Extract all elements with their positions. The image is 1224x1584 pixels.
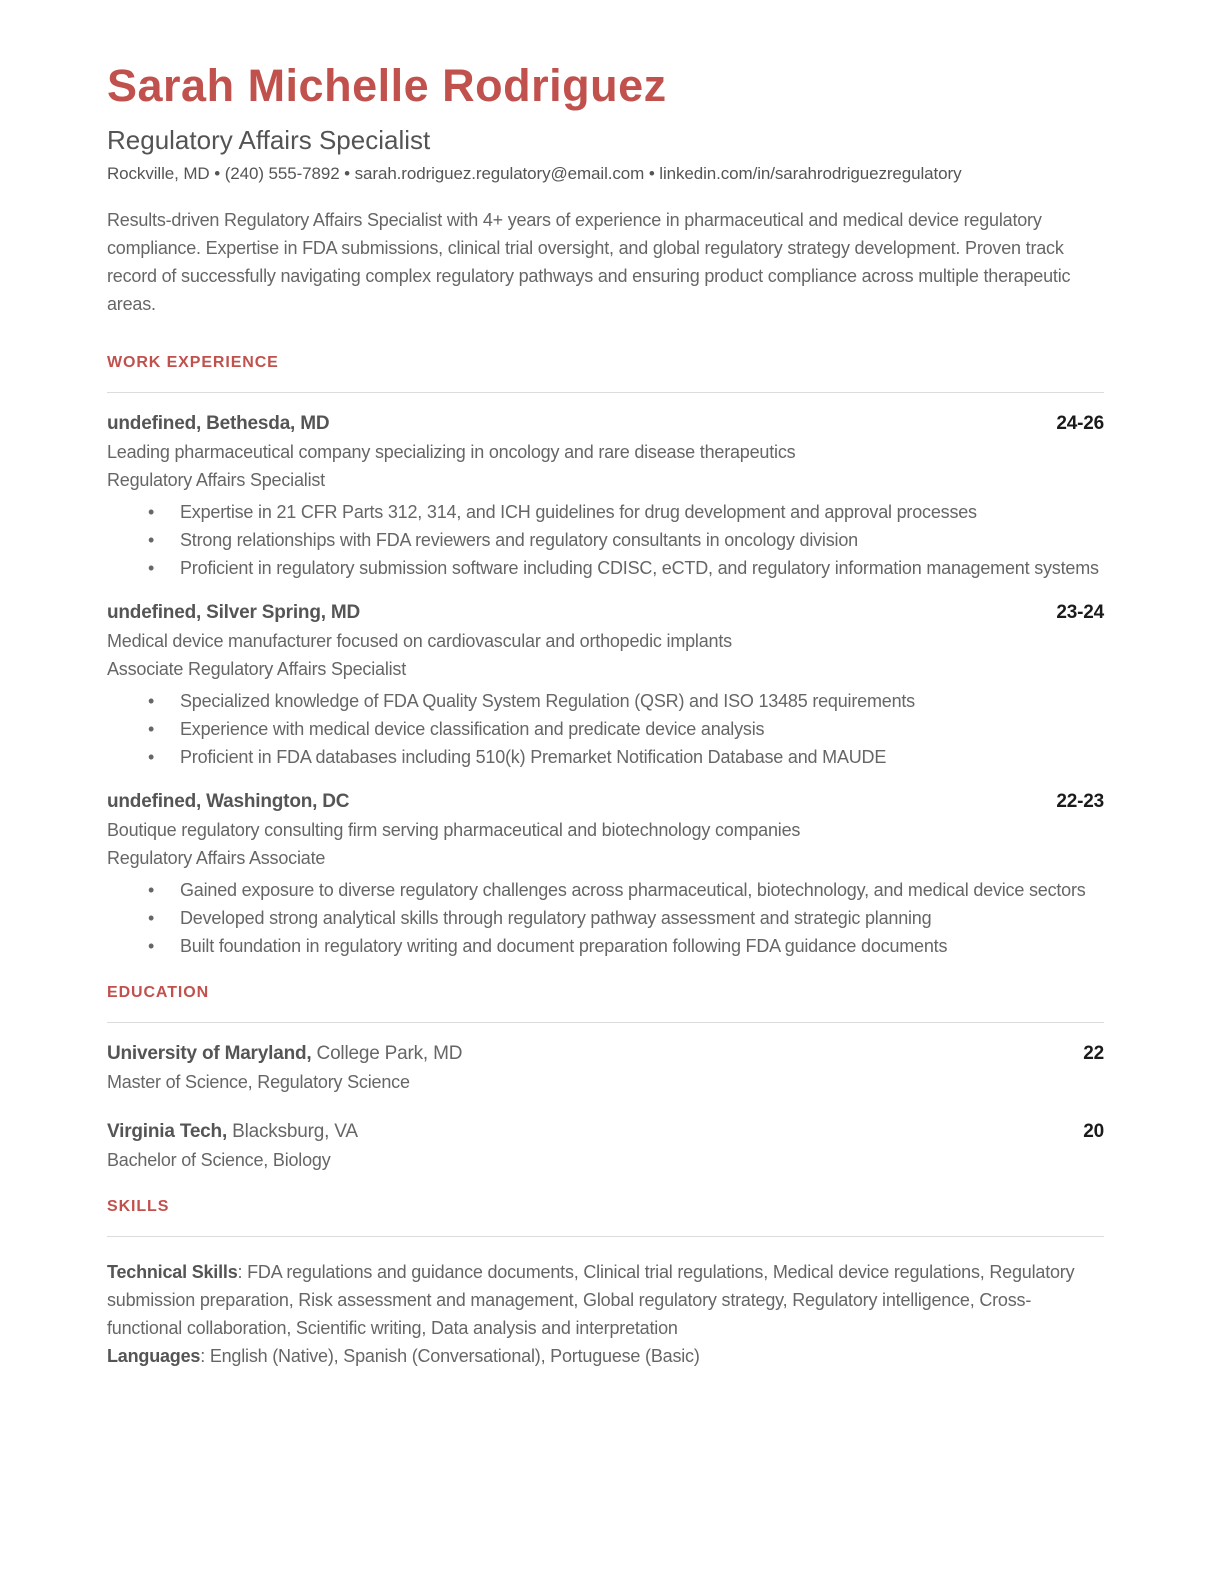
education-dates: 22 xyxy=(1083,1043,1104,1064)
job-dates: 22-23 xyxy=(1056,791,1104,812)
job-description: Leading pharmaceutical company specializing in oncology and rare disease therapeutics xyxy=(107,442,796,462)
education-entry xyxy=(107,1120,1104,1174)
education-entry xyxy=(107,1042,1104,1096)
education-dates: 20 xyxy=(1083,1121,1104,1142)
job-bullets xyxy=(107,498,1104,582)
job-company: undefined, Bethesda, MD xyxy=(107,413,330,434)
job-bullet: • Built foundation in regulatory writing and document preparation following FDA guidance documents xyxy=(107,932,1104,960)
school-name: University of Maryland, xyxy=(107,1043,312,1064)
school-location: College Park, MD xyxy=(311,1043,463,1064)
job-bullet: • Specialized knowledge of FDA Quality System Regulation (QSR) and ISO 13485 requirements xyxy=(107,687,1104,715)
school-name: Virginia Tech, xyxy=(107,1121,228,1142)
section-heading-work-experience: WORK EXPERIENCE xyxy=(107,354,279,371)
candidate-name: Sarah Michelle Rodriguez xyxy=(107,60,667,111)
school-location: Blacksburg, VA xyxy=(227,1121,358,1142)
job-dates: 23-24 xyxy=(1056,602,1104,623)
candidate-title: Regulatory Affairs Specialist xyxy=(107,125,431,155)
job-bullet: • Expertise in 21 CFR Parts 312, 314, and ICH guidelines for drug development and approval processes xyxy=(107,498,1104,526)
languages-label: Languages xyxy=(107,1346,201,1366)
section-divider xyxy=(107,1236,1104,1237)
job-bullets xyxy=(107,687,1104,771)
job-company: undefined, Silver Spring, MD xyxy=(107,602,361,623)
job-entry xyxy=(107,601,1104,771)
job-bullet: • Experience with medical device classification and predicate device analysis xyxy=(107,715,1104,743)
education-header xyxy=(107,1120,1104,1143)
job-bullet: • Developed strong analytical skills through regulatory pathway assessment and strategic planning xyxy=(107,904,1104,932)
contact-line: Rockville, MD • (240) 555-7892 • sarah.rodriguez.regulatory@email.com • linkedin.com/in/sarahrodriguezregulatory xyxy=(107,164,962,183)
languages-text: : English (Native), Spanish (Conversational), Portuguese (Basic) xyxy=(200,1346,700,1366)
section-heading-skills: SKILLS xyxy=(107,1198,170,1215)
skills-block xyxy=(107,1258,1104,1370)
degree: Bachelor of Science, Biology xyxy=(107,1150,331,1170)
job-role: Regulatory Affairs Associate xyxy=(107,848,326,868)
job-bullets xyxy=(107,876,1104,960)
technical-skills-label: Technical Skills xyxy=(107,1262,238,1282)
job-header xyxy=(107,601,1104,624)
job-bullet: • Proficient in regulatory submission software including CDISC, eCTD, and regulatory information management systems xyxy=(107,554,1104,582)
job-role: Associate Regulatory Affairs Specialist xyxy=(107,659,407,679)
section-divider xyxy=(107,392,1104,393)
job-entry xyxy=(107,412,1104,582)
job-description: Boutique regulatory consulting firm serving pharmaceutical and biotechnology companies xyxy=(107,820,801,840)
degree: Master of Science, Regulatory Science xyxy=(107,1072,410,1092)
job-bullet: • Gained exposure to diverse regulatory challenges across pharmaceutical, biotechnology, and medical device sectors xyxy=(107,876,1104,904)
languages-line xyxy=(107,1342,1104,1370)
education-header xyxy=(107,1042,1104,1065)
technical-skills-line xyxy=(107,1258,1104,1342)
job-entry xyxy=(107,790,1104,960)
job-dates: 24-26 xyxy=(1056,413,1104,434)
school-name-location xyxy=(107,1042,462,1065)
job-description: Medical device manufacturer focused on cardiovascular and orthopedic implants xyxy=(107,631,732,651)
job-header xyxy=(107,412,1104,435)
section-divider xyxy=(107,1022,1104,1023)
job-role: Regulatory Affairs Specialist xyxy=(107,470,325,490)
school-name-location xyxy=(107,1120,358,1143)
summary-paragraph: Results-driven Regulatory Affairs Specialist with 4+ years of experience in pharmaceutical and medical device regulatory compliance. Expertise in FDA submissions, clinical trial oversight, and global regulatory strategy development. Proven track record of successfully navigating complex regulatory pathways and ensuring product compliance across multiple therapeutic areas. xyxy=(107,210,1071,314)
job-header xyxy=(107,790,1104,813)
job-bullet: • Strong relationships with FDA reviewers and regulatory consultants in oncology division xyxy=(107,526,1104,554)
technical-skills-text: : FDA regulations and guidance documents, Clinical trial regulations, Medical device regulations, Regulatory submission preparation, Risk assessment and management, Global regulatory strategy, Regulatory intelligence, Cross-functional collaboration, Scientific writing, Data analysis and interpretation xyxy=(107,1262,1075,1338)
job-company: undefined, Washington, DC xyxy=(107,791,350,812)
job-bullet: • Proficient in FDA databases including 510(k) Premarket Notification Database and MAUDE xyxy=(107,743,1104,771)
section-heading-education: EDUCATION xyxy=(107,984,210,1001)
